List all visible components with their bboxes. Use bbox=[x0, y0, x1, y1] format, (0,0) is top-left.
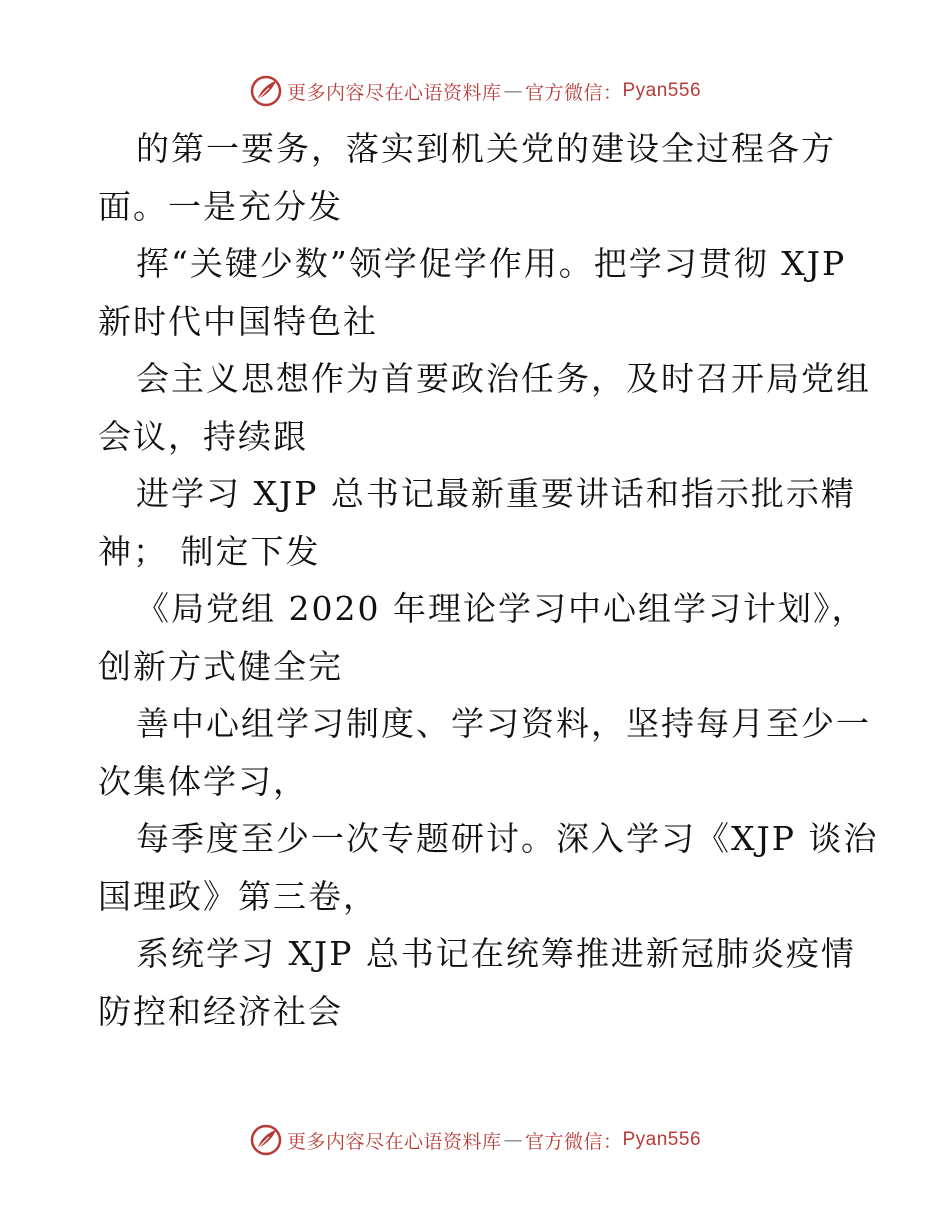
text-line: 的第一要务，落实到机关党的建设全过程各方 bbox=[136, 129, 836, 168]
text-line: 神； 制定下发 bbox=[98, 531, 321, 571]
document-body bbox=[98, 120, 879, 1040]
watermark-wechat-id: Pyan556 bbox=[622, 80, 702, 101]
feather-quill-logo-icon bbox=[249, 1123, 283, 1157]
text-line: 会议，持续跟 bbox=[98, 416, 308, 456]
header-watermark bbox=[0, 71, 950, 111]
text-line: 挥“关键少数”领学促学作用。把学习贯彻 XJP bbox=[136, 244, 847, 283]
watermark-wechat-id: Pyan556 bbox=[622, 1129, 702, 1150]
text-line: 防控和经济社会 bbox=[98, 991, 343, 1031]
watermark-wechat-label: 官方微信： bbox=[524, 81, 623, 104]
footer-watermark bbox=[0, 1120, 950, 1160]
feather-quill-logo-icon bbox=[249, 74, 283, 108]
watermark-separator: — bbox=[503, 1129, 523, 1151]
text-line: 每季度至少一次专题研讨。深入学习《XJP 谈治 bbox=[136, 819, 879, 858]
text-line: 面。一是充分发 bbox=[98, 186, 343, 226]
text-line: 会主义思想作为首要政治任务，及时召开局党组 bbox=[136, 359, 871, 398]
text-line: 次集体学习， bbox=[98, 761, 308, 801]
text-line: 新时代中国特色社 bbox=[98, 301, 378, 341]
watermark-separator: — bbox=[503, 80, 523, 102]
watermark-brand: 更多内容尽在心语资料库 bbox=[286, 81, 502, 104]
text-line: 进学习 XJP 总书记最新重要讲话和指示批示精 bbox=[136, 474, 856, 513]
text-line: 系统学习 XJP 总书记在统筹推进新冠肺炎疫情 bbox=[136, 934, 856, 973]
watermark-brand: 更多内容尽在心语资料库 bbox=[286, 1130, 502, 1153]
text-line: 《局党组 2020 年理论学习中心组学习计划》， bbox=[136, 589, 867, 628]
text-line: 创新方式健全完 bbox=[98, 646, 343, 686]
text-line: 善中心组学习制度、学习资料，坚持每月至少一 bbox=[136, 704, 871, 743]
watermark-wechat-label: 官方微信： bbox=[524, 1130, 623, 1153]
text-line: 国理政》第三卷， bbox=[98, 876, 378, 916]
